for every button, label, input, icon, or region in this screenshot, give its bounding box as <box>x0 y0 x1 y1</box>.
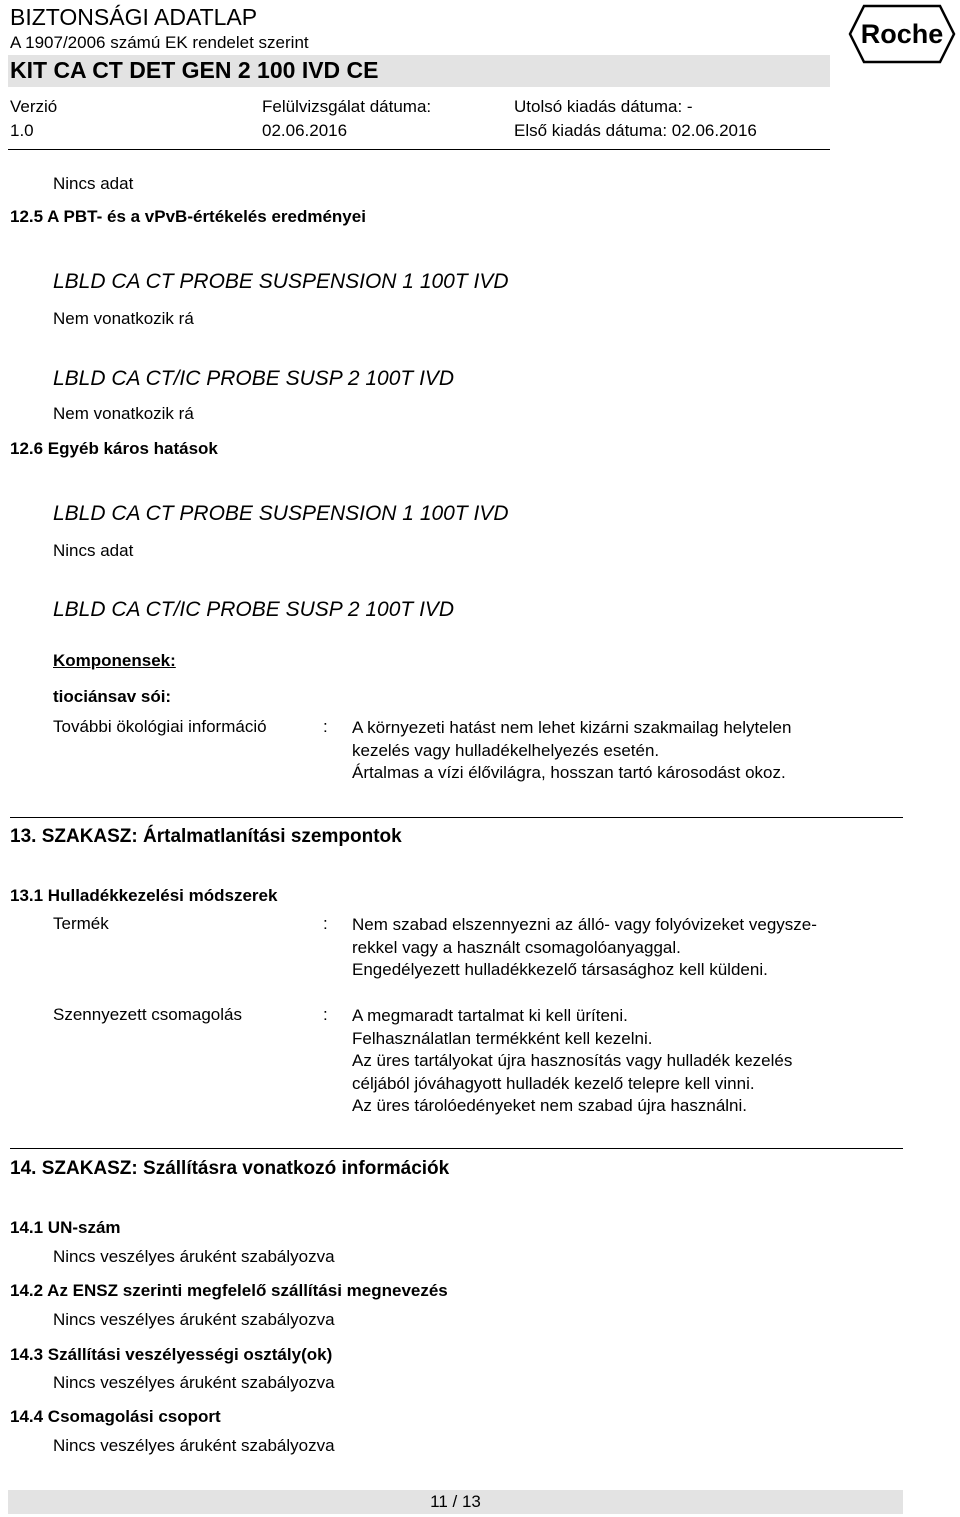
no-data-2: Nincs adat <box>53 541 134 560</box>
page-footer <box>8 1490 903 1514</box>
eco-line: Ártalmas a vízi élővilágra, hosszan tartó károsodást okoz. <box>352 763 786 782</box>
s142-value: Nincs veszélyes áruként szabályozva <box>53 1310 335 1329</box>
header-rule <box>8 149 830 150</box>
product-name-2: LBLD CA CT/IC PROBE SUSP 2 100T IVD <box>53 367 455 390</box>
s126-title: 12.6 Egyéb káros hatások <box>10 439 218 458</box>
s131-title: 13.1 Hulladékkezelési módszerek <box>10 886 278 905</box>
eco-info-colon: : <box>323 717 328 736</box>
s125-title: 12.5 A PBT- és a vPvB-értékelés eredményei <box>10 207 366 226</box>
packaging-line: Az üres tartályokat újra hasznosítás vagy hulladék kezelés <box>352 1051 793 1070</box>
s144-title: 14.4 Csomagolási csoport <box>10 1407 221 1426</box>
roche-logo <box>848 4 956 64</box>
version-value: 1.0 <box>10 121 34 140</box>
product-line: Engedélyezett hulladékkezelő társasághoz kell küldeni. <box>352 960 768 979</box>
product-text <box>352 914 912 982</box>
packaging-line: céljából jóváhagyott hulladék kezelő telepre kell vinni. <box>352 1073 755 1093</box>
product-title: KIT CA CT DET GEN 2 100 IVD CE <box>10 57 379 83</box>
logo-text: Roche <box>860 19 944 49</box>
s141-value: Nincs veszélyes áruként szabályozva <box>53 1247 335 1266</box>
last-issue: Utolsó kiadás dátuma: - <box>514 97 693 116</box>
version-label: Verzió <box>10 97 58 116</box>
product-name-4: LBLD CA CT/IC PROBE SUSP 2 100T IVD <box>53 598 455 621</box>
eco-line: kezelés vagy hulladékelhelyezés esetén. <box>352 740 660 760</box>
substance-name: tiociánsav sói: <box>53 687 172 706</box>
packaging-text <box>352 1005 912 1118</box>
first-issue: Első kiadás dátuma: 02.06.2016 <box>514 121 757 140</box>
product-line: Nem szabad elszennyezni az álló- vagy folyóvizeket vegysze- <box>352 915 817 934</box>
doc-type: BIZTONSÁGI ADATLAP <box>10 4 258 30</box>
packaging-line: Felhasználatlan termékként kell kezelni. <box>352 1028 653 1048</box>
s143-value: Nincs veszélyes áruként szabályozva <box>53 1373 335 1392</box>
s143-title: 14.3 Szállítási veszélyességi osztály(ok) <box>10 1345 333 1364</box>
eco-info-label: További ökológiai információ <box>53 717 267 736</box>
packaging-label: Szennyezett csomagolás <box>53 1005 242 1024</box>
packaging-colon: : <box>323 1005 328 1024</box>
sec14-title: 14. SZAKASZ: Szállításra vonatkozó információk <box>10 1158 450 1179</box>
section-rule-13 <box>10 817 903 818</box>
packaging-line: Az üres tárolóedényeket nem szabad újra használni. <box>352 1096 748 1115</box>
s141-title: 14.1 UN-szám <box>10 1218 121 1237</box>
product-label: Termék <box>53 914 109 933</box>
product-line: rekkel vagy a használt csomagolóanyaggal. <box>352 937 681 957</box>
components-heading: Komponensek: <box>53 651 176 670</box>
packaging-line: A megmaradt tartalmat ki kell üríteni. <box>352 1006 628 1025</box>
s144-value: Nincs veszélyes áruként szabályozva <box>53 1436 335 1455</box>
product-name-1: LBLD CA CT PROBE SUSPENSION 1 100T IVD <box>53 270 509 293</box>
revision-label: Felülvizsgálat dátuma: <box>262 97 432 116</box>
no-data-top: Nincs adat <box>53 174 134 193</box>
product-name-3: LBLD CA CT PROBE SUSPENSION 1 100T IVD <box>53 502 509 525</box>
eco-info-text <box>352 717 912 785</box>
regulation: A 1907/2006 számú EK rendelet szerint <box>10 33 309 52</box>
not-applicable-2: Nem vonatkozik rá <box>53 404 194 423</box>
s142-title: 14.2 Az ENSZ szerinti megfelelő szállítási megnevezés <box>10 1281 448 1300</box>
product-colon: : <box>323 914 328 933</box>
not-applicable-1: Nem vonatkozik rá <box>53 309 194 328</box>
page-number: 11 / 13 <box>430 1492 481 1511</box>
revision-value: 02.06.2016 <box>262 121 348 140</box>
eco-line: A környezeti hatást nem lehet kizárni szakmailag helytelen <box>352 718 792 737</box>
section-rule-14 <box>10 1148 903 1149</box>
sec13-title: 13. SZAKASZ: Ártalmatlanítási szempontok <box>10 826 402 847</box>
